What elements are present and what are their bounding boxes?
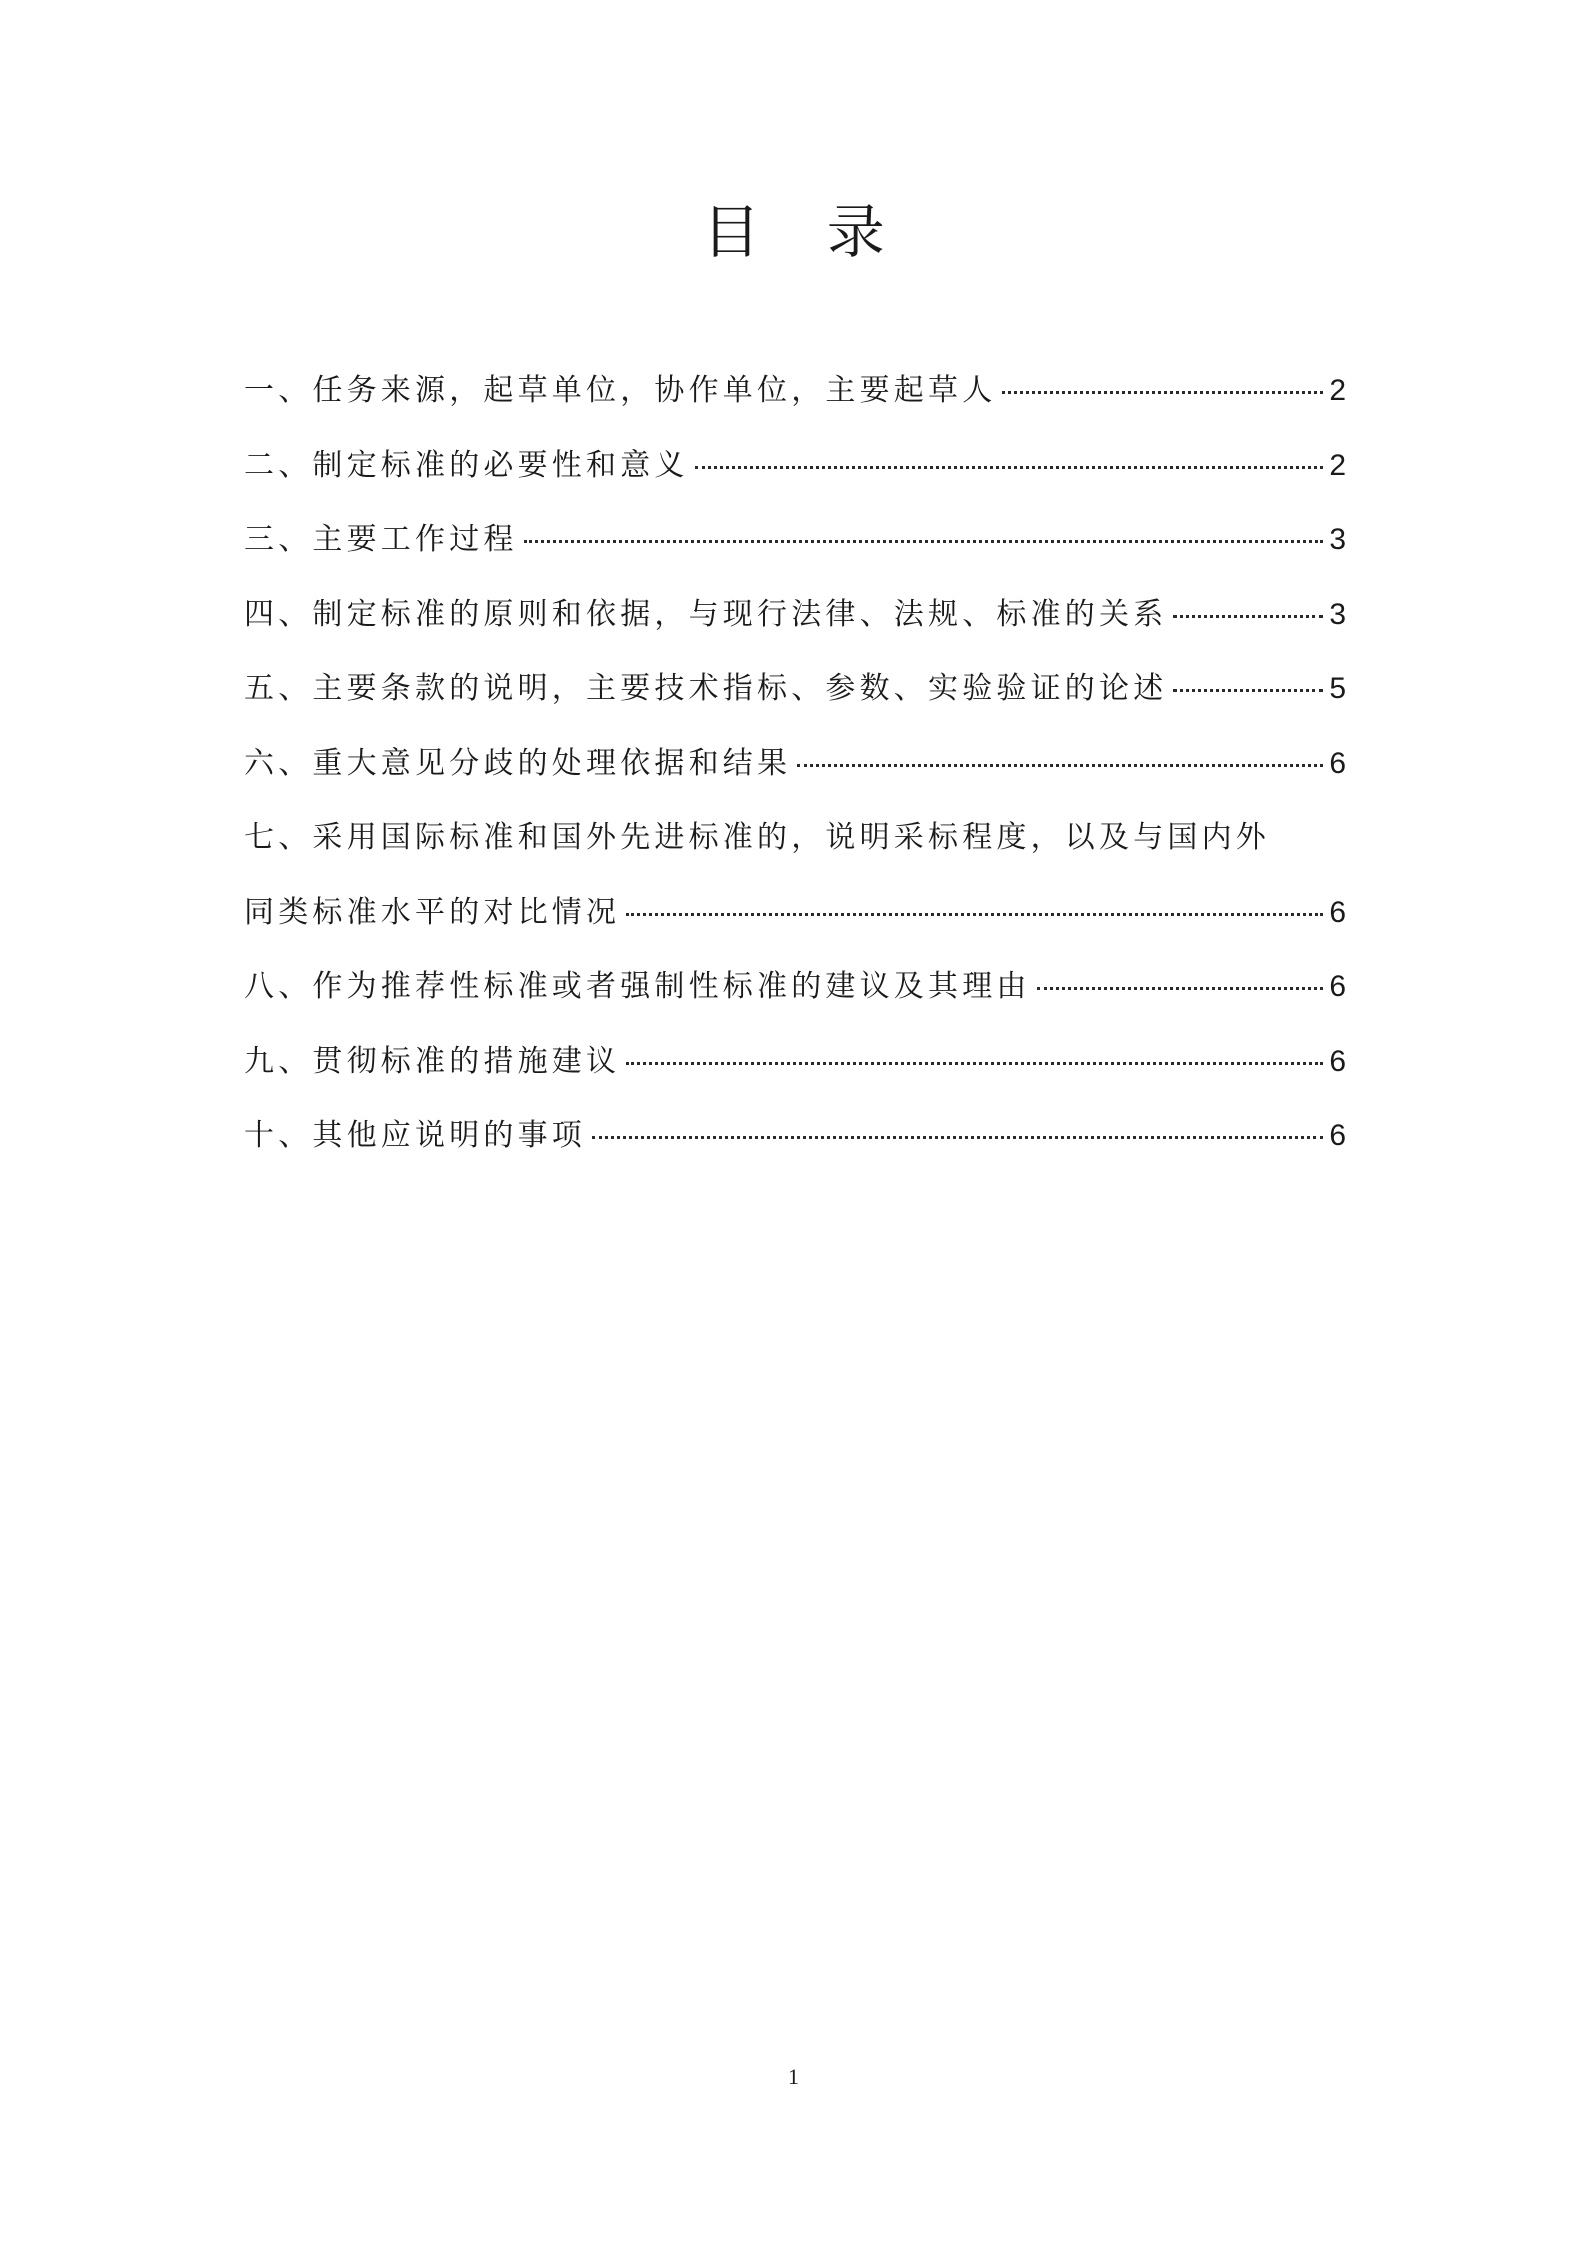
toc-entry-page: 3 xyxy=(1329,523,1346,556)
toc-entry-text: 三、主要工作过程 xyxy=(244,522,518,557)
dot-leader xyxy=(524,540,1324,543)
toc-entry-text: 十、其他应说明的事项 xyxy=(244,1118,586,1153)
toc-entry-5[interactable] xyxy=(244,652,1346,727)
toc-entry-9[interactable] xyxy=(244,1025,1346,1100)
toc-entry-8[interactable] xyxy=(244,950,1346,1025)
toc-entry-text: 五、主要条款的说明，主要技术指标、参数、实验验证的论述 xyxy=(244,671,1168,706)
dot-leader xyxy=(1002,391,1323,394)
toc-entry-page: 5 xyxy=(1329,672,1346,705)
dot-leader xyxy=(626,913,1323,916)
toc-entry-1[interactable] xyxy=(244,354,1346,429)
dot-leader xyxy=(592,1136,1323,1139)
toc-entry-text: 七、采用国际标准和国外先进标准的，说明采标程度，以及与国内外 xyxy=(244,820,1270,855)
dot-leader xyxy=(626,1062,1323,1065)
toc-entry-text: 六、重大意见分歧的处理依据和结果 xyxy=(244,745,792,781)
toc-entry-2[interactable] xyxy=(244,429,1346,504)
toc-entry-7-line-1[interactable] xyxy=(244,801,1346,876)
toc-entry-page: 6 xyxy=(1329,746,1346,780)
toc-entry-page: 6 xyxy=(1329,895,1346,929)
toc-entry-10[interactable] xyxy=(244,1099,1346,1174)
dot-leader xyxy=(1173,689,1323,692)
table-of-contents xyxy=(244,354,1346,1174)
dot-leader xyxy=(797,764,1323,767)
page-title: 目 录 xyxy=(702,198,909,266)
toc-entry-7-line-2[interactable] xyxy=(244,876,1346,951)
dot-leader xyxy=(1173,615,1323,618)
toc-entry-page: 6 xyxy=(1329,1044,1346,1078)
dot-leader xyxy=(1037,987,1324,990)
toc-entry-page: 6 xyxy=(1329,970,1346,1003)
toc-entry-text: 九、贯彻标准的措施建议 xyxy=(244,1043,621,1079)
toc-entry-6[interactable] xyxy=(244,727,1346,802)
toc-entry-text: 一、任务来源，起草单位，协作单位，主要起草人 xyxy=(244,373,997,408)
toc-entry-page: 2 xyxy=(1329,374,1346,407)
toc-entry-text: 八、作为推荐性标准或者强制性标准的建议及其理由 xyxy=(244,969,1031,1004)
toc-entry-page: 6 xyxy=(1329,1119,1346,1152)
toc-entry-text: 四、制定标准的原则和依据，与现行法律、法规、标准的关系 xyxy=(244,596,1168,632)
toc-entry-text: 二、制定标准的必要性和意义 xyxy=(244,447,689,483)
toc-entry-page: 3 xyxy=(1329,597,1346,631)
toc-entry-4[interactable] xyxy=(244,578,1346,653)
dot-leader xyxy=(695,466,1324,469)
toc-entry-text: 同类标准水平的对比情况 xyxy=(244,894,621,930)
page-number: 1 xyxy=(788,2064,799,2089)
toc-entry-3[interactable] xyxy=(244,503,1346,578)
toc-entry-page: 2 xyxy=(1329,448,1346,482)
